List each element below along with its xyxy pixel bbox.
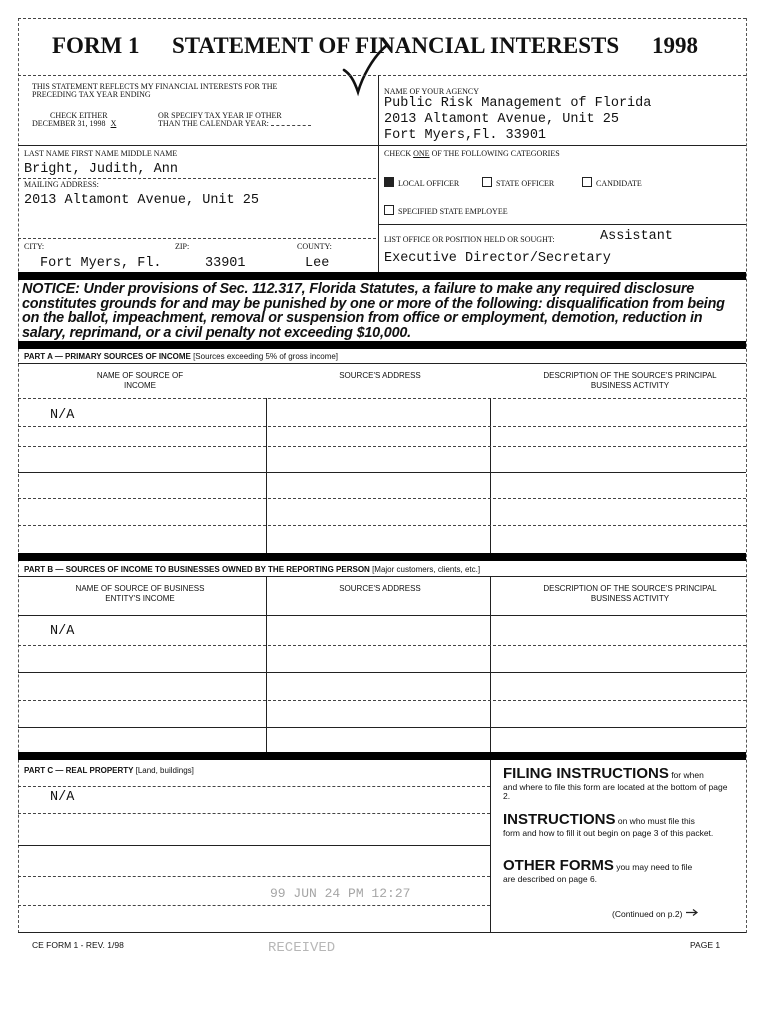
part-a-row3 [18, 472, 746, 473]
part-a-row4 [18, 498, 746, 499]
tax-year-statement: THIS STATEMENT REFLECTS MY FINANCIAL INTERESTS FOR THE PRECEDING TAX YEAR ENDING [32, 82, 278, 100]
part-a-row1 [18, 426, 746, 427]
part-c-row4 [18, 876, 490, 877]
instructions-title: INSTRUCTIONS [503, 811, 616, 828]
part-c-row1 [18, 786, 490, 787]
part-c-row5 [18, 905, 490, 906]
city-label: CITY: [24, 242, 45, 251]
divider-position [378, 224, 746, 225]
part-b-bar [18, 553, 746, 561]
part-a-entry: N/A [50, 408, 75, 423]
filing-instructions-title: FILING INSTRUCTIONS [503, 765, 669, 782]
part-b-row3 [18, 700, 746, 701]
part-b-vline1 [266, 576, 267, 752]
notice-text: NOTICE: Under provisions of Sec. 112.317, Florida Statutes, a failure to make any required disclosure constitutes grounds for and may be punished by one or more of the following: disqualification from being on the ballot, impeachment, removal or suspension from office or employment, demotion, reduction in salary, reprimand, or a civil penalty not exceeding $10,000. [22, 281, 725, 341]
part-b-entry: N/A [50, 624, 75, 639]
part-a-row2 [18, 446, 746, 447]
left-border [18, 18, 19, 933]
received-stamp: 99 JUN 24 PM 12:27 [270, 886, 411, 901]
state-officer-checkbox[interactable] [482, 177, 492, 187]
filing-instructions: FILING INSTRUCTIONS for when and where to file this form are located at the bottom of page 2. [503, 765, 728, 801]
part-c-bar [18, 752, 746, 760]
name-underline [18, 178, 376, 179]
part-a-col2: SOURCE'S ADDRESS [339, 371, 421, 380]
check-either-block: CHECK EITHER DECEMBER 31, 1998 X [32, 112, 142, 129]
part-a-col3: DESCRIPTION OF THE SOURCE'S PRINCIPAL BUSINESS ACTIVITY [543, 371, 717, 390]
specify-tax-year: OR SPECIFY TAX YEAR IF OTHER THAN THE CALENDAR YEAR: [158, 112, 358, 129]
form-number: FORM 1 [52, 33, 140, 58]
footer-form-id: CE FORM 1 - REV. 1/98 [32, 940, 124, 950]
name-value: Bright, Judith, Ann [24, 162, 178, 177]
agency-line1: Public Risk Management of Florida [384, 96, 652, 111]
pointing-hand-icon [685, 908, 699, 917]
tax-year-field[interactable] [271, 125, 311, 126]
part-a-col1: NAME OF SOURCE OF INCOME [96, 371, 184, 390]
right-border [746, 18, 747, 933]
mailing-value: 2013 Altamont Avenue, Unit 25 [24, 193, 259, 208]
county-value: Lee [305, 256, 330, 271]
form-title: STATEMENT OF FINANCIAL INTERESTS [172, 33, 620, 58]
other-forms-block: OTHER FORMS you may need to file are described on page 6. [503, 857, 693, 884]
notice-top-bar [18, 272, 746, 280]
part-a-vline1 [266, 398, 267, 553]
county-label: COUNTY: [297, 242, 332, 251]
agency-line2: 2013 Altamont Avenue, Unit 25 [384, 112, 619, 127]
footer-page-number: PAGE 1 [690, 940, 721, 950]
part-c-vline [490, 760, 491, 932]
instructions-block: INSTRUCTIONS on who must file this form and how to fill it out begin on page 3 of this packet. [503, 811, 714, 838]
category-local-officer[interactable]: LOCAL OFFICER [384, 177, 459, 188]
part-b-col1: NAME OF SOURCE OF BUSINESS ENTITY'S INCOME [75, 584, 205, 603]
categories-label: CHECK ONE OF THE FOLLOWING CATEGORIES [384, 149, 560, 158]
part-a-vline2 [490, 398, 491, 553]
top-border [18, 18, 746, 19]
name-label: LAST NAME FIRST NAME MIDDLE NAME [24, 149, 178, 158]
part-c-row2 [18, 813, 490, 814]
category-candidate[interactable]: CANDIDATE [582, 177, 642, 188]
notice-bottom-bar [18, 341, 746, 349]
title-divider [18, 75, 746, 76]
part-a-heading: PART A — PRIMARY SOURCES OF INCOME [Sources exceeding 5% of gross income] [24, 352, 339, 361]
part-a-head-line [18, 363, 746, 364]
part-b-head-line [18, 576, 746, 577]
candidate-checkbox[interactable] [582, 177, 592, 187]
continued-note: (Continued on p.2) [612, 908, 699, 919]
position-label: LIST OFFICE OR POSITION HELD OR SOUGHT: [384, 235, 555, 244]
mailing-label: MAILING ADDRESS: [24, 180, 99, 189]
part-b-row4 [18, 727, 746, 728]
position-value-line2: Executive Director/Secretary [384, 251, 611, 266]
part-c-row3 [18, 845, 490, 846]
local-officer-checkbox[interactable] [384, 177, 394, 187]
part-b-heading: PART B — SOURCES OF INCOME TO BUSINESSES OWNED BY THE REPORTING PERSON [Major customers, clients, etc.] [24, 565, 481, 574]
position-value-line1: Assistant [600, 229, 673, 244]
part-c-entry: N/A [50, 790, 75, 805]
part-b-row2 [18, 672, 746, 673]
calendar-year-checkbox[interactable]: X [110, 119, 117, 129]
part-b-col2: SOURCE'S ADDRESS [339, 584, 421, 593]
divider-name-top [18, 145, 746, 146]
specified-employee-checkbox[interactable] [384, 205, 394, 215]
form-bottom-line [18, 932, 746, 933]
part-b-vline2 [490, 576, 491, 752]
other-forms-title: OTHER FORMS [503, 857, 614, 874]
part-c-heading: PART C — REAL PROPERTY [Land, buildings] [24, 766, 194, 775]
category-state-officer[interactable]: STATE OFFICER [482, 177, 554, 188]
zip-label: ZIP: [175, 242, 190, 251]
part-a-row5 [18, 525, 746, 526]
city-value: Fort Myers, Fl. [40, 256, 162, 271]
part-b-col3: DESCRIPTION OF THE SOURCE'S PRINCIPAL BUSINESS ACTIVITY [543, 584, 717, 603]
part-b-col-divider [18, 615, 746, 616]
part-b-row1 [18, 645, 746, 646]
agency-line3: Fort Myers,Fl. 33901 [384, 128, 547, 143]
header-divider [378, 75, 379, 272]
part-a-col-divider [18, 398, 746, 399]
form-year: 1998 [652, 33, 698, 58]
mailing-underline [18, 238, 376, 239]
category-specified-state-employee[interactable]: SPECIFIED STATE EMPLOYEE [384, 205, 508, 216]
agency-label: NAME OF YOUR AGENCY [384, 87, 480, 96]
zip-value: 33901 [205, 256, 246, 271]
lower-stamp: RECEIVED [268, 940, 336, 956]
